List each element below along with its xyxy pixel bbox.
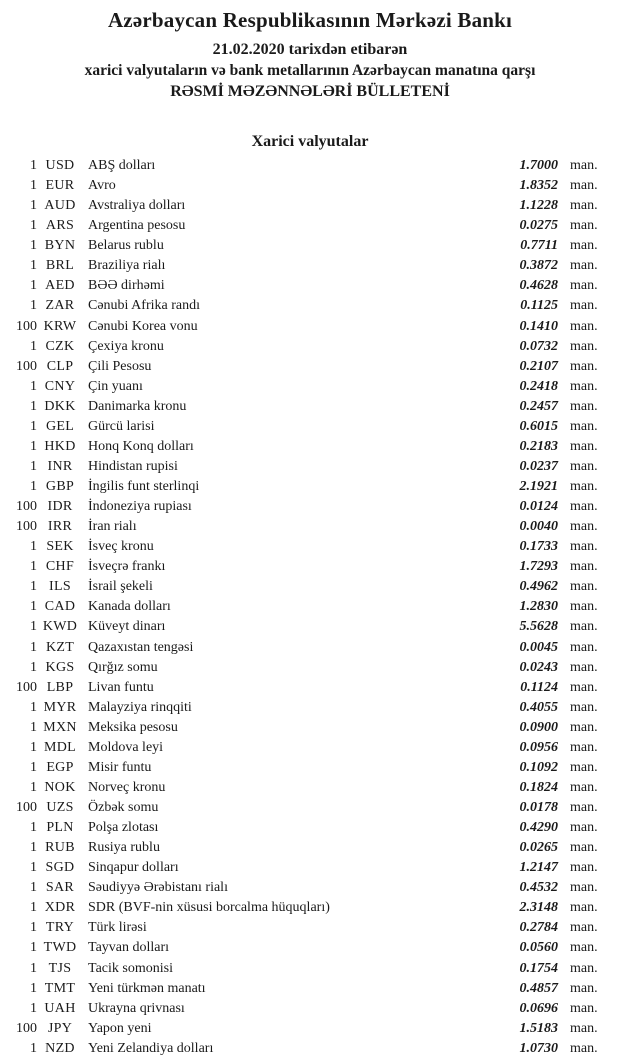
rate-value-cell: 0.1125	[520, 298, 558, 314]
table-row	[0, 999, 620, 1019]
quantity-cell: 1	[30, 759, 37, 775]
table-row	[0, 337, 620, 357]
table-row	[0, 317, 620, 337]
table-row	[0, 698, 620, 718]
currency-name-cell: Norveç kronu	[88, 779, 166, 795]
description-line: xarici valyutaların və bank metallarının Azərbaycan manatına qarşı	[84, 62, 536, 79]
table-row	[0, 216, 620, 236]
currency-code-cell: GBP	[45, 479, 75, 494]
table-row	[0, 417, 620, 437]
unit-cell: man.	[570, 378, 598, 394]
table-row	[0, 437, 620, 457]
table-row	[0, 918, 620, 938]
currency-name-cell: Meksika pesosu	[88, 719, 178, 735]
currency-code-cell: EUR	[45, 178, 75, 194]
unit-cell: man.	[570, 358, 598, 374]
currency-name-cell: İndoneziya rupiası	[88, 499, 192, 515]
quantity-cell: 1	[30, 1000, 37, 1016]
quantity-cell: 1	[30, 719, 37, 735]
currency-name-cell: Özbək somu	[88, 800, 159, 815]
currency-name-cell: Yeni Zelandiya dolları	[88, 1040, 214, 1056]
rate-value-cell: 0.4857	[519, 980, 558, 996]
currency-name-cell: Livan funtu	[88, 679, 154, 695]
rate-value-cell: 0.4628	[519, 278, 558, 294]
unit-cell: man.	[570, 800, 598, 815]
unit-cell: man.	[570, 900, 598, 916]
quantity-cell: 1	[30, 699, 37, 715]
quantity-cell: 100	[16, 358, 37, 374]
quantity-cell: 1	[30, 438, 37, 454]
currency-name-cell: Cənubi Korea vonu	[88, 318, 198, 334]
currency-code-cell: TJS	[48, 960, 72, 976]
table-row	[0, 176, 620, 196]
rate-value-cell: 0.1733	[519, 539, 558, 555]
quantity-cell: 1	[30, 378, 37, 394]
currency-name-cell: Türk lirəsi	[88, 920, 147, 936]
currency-code-cell: TMT	[44, 980, 76, 996]
quantity-cell: 1	[30, 820, 37, 836]
currency-code-cell: ARS	[45, 218, 75, 234]
quantity-cell: 1	[30, 418, 37, 434]
table-row	[0, 938, 620, 958]
currency-code-cell: ILS	[49, 579, 71, 595]
quantity-cell: 1	[30, 900, 37, 916]
unit-cell: man.	[570, 218, 598, 234]
rate-value-cell: 0.0560	[519, 940, 558, 956]
currency-code-cell: EGP	[46, 759, 74, 775]
table-row	[0, 597, 620, 617]
quantity-cell: 1	[30, 1040, 37, 1056]
rate-value-cell: 0.2183	[519, 438, 558, 454]
unit-cell: man.	[570, 158, 598, 173]
currency-code-cell: MXN	[43, 719, 77, 735]
currency-code-cell: UZS	[46, 800, 74, 815]
currency-code-cell: CLP	[46, 358, 74, 374]
table-row	[0, 979, 620, 999]
currency-code-cell: CHF	[45, 559, 75, 575]
rate-value-cell: 0.0275	[519, 218, 558, 234]
unit-cell: man.	[570, 659, 598, 675]
quantity-cell: 1	[30, 158, 37, 173]
currency-code-cell: LBP	[46, 679, 74, 695]
unit-cell: man.	[570, 699, 598, 715]
unit-cell: man.	[570, 759, 598, 775]
unit-cell: man.	[570, 619, 598, 635]
unit-cell: man.	[570, 458, 598, 474]
quantity-cell: 1	[30, 258, 37, 274]
unit-cell: man.	[570, 278, 598, 294]
unit-cell: man.	[570, 559, 598, 575]
currency-name-cell: Küveyt dinarı	[88, 619, 166, 635]
currency-name-cell: ABŞ dolları	[88, 158, 156, 173]
unit-cell: man.	[570, 1020, 598, 1036]
currency-name-cell: Malayziya rinqqiti	[88, 699, 192, 715]
unit-cell: man.	[570, 338, 598, 354]
currency-code-cell: CNY	[44, 378, 76, 394]
currency-name-cell: SDR (BVF-nin xüsusi borcalma hüquqları)	[88, 900, 330, 916]
rate-value-cell: 0.4055	[519, 699, 558, 715]
rate-value-cell: 0.0243	[519, 659, 558, 675]
table-row	[0, 798, 620, 818]
table-row	[0, 718, 620, 738]
quantity-cell: 1	[30, 659, 37, 675]
table-row	[0, 577, 620, 597]
unit-cell: man.	[570, 298, 598, 314]
currency-name-cell: Yapon yeni	[88, 1020, 152, 1036]
rate-value-cell: 5.5628	[519, 619, 558, 635]
rate-value-cell: 1.2147	[519, 860, 558, 876]
quantity-cell: 1	[30, 398, 37, 414]
quantity-cell: 100	[16, 318, 37, 334]
currency-code-cell: KGS	[45, 659, 75, 675]
currency-name-cell: İsrail şekeli	[88, 579, 153, 595]
table-row	[0, 898, 620, 918]
currency-name-cell: Qazaxıstan tengəsi	[88, 639, 194, 655]
table-row	[0, 537, 620, 557]
quantity-cell: 1	[30, 619, 37, 635]
currency-name-cell: Yeni türkmən manatı	[88, 980, 206, 996]
quantity-cell: 100	[16, 679, 37, 695]
table-row	[0, 397, 620, 417]
rate-value-cell: 0.0732	[519, 338, 558, 354]
table-row	[0, 517, 620, 537]
table-row	[0, 878, 620, 898]
rate-value-cell: 0.2784	[519, 920, 558, 936]
table-row	[0, 838, 620, 858]
quantity-cell: 1	[30, 579, 37, 595]
table-row	[0, 557, 620, 577]
currency-code-cell: KWD	[42, 619, 78, 635]
currency-code-cell: ZAR	[45, 298, 75, 314]
table-row	[0, 276, 620, 296]
quantity-cell: 1	[30, 980, 37, 996]
table-row	[0, 1019, 620, 1039]
table-row	[0, 617, 620, 637]
rate-value-cell: 0.0900	[519, 719, 558, 735]
currency-code-cell: USD	[45, 158, 75, 173]
unit-cell: man.	[570, 258, 598, 274]
quantity-cell: 1	[30, 880, 37, 896]
table-row	[0, 477, 620, 497]
unit-cell: man.	[570, 739, 598, 755]
unit-cell: man.	[570, 198, 598, 214]
rate-value-cell: 2.3148	[519, 900, 558, 916]
unit-cell: man.	[570, 820, 598, 836]
quantity-cell: 1	[30, 639, 37, 655]
unit-cell: man.	[570, 860, 598, 876]
unit-cell: man.	[570, 539, 598, 555]
quantity-cell: 1	[30, 840, 37, 856]
quantity-cell: 1	[30, 479, 37, 494]
currency-name-cell: BƏƏ dirhəmi	[88, 278, 165, 294]
currency-name-cell: Belarus rublu	[88, 238, 164, 254]
quantity-cell: 1	[30, 779, 37, 795]
table-row	[0, 959, 620, 979]
currency-rate-table	[0, 156, 620, 1059]
table-row	[0, 1039, 620, 1059]
unit-cell: man.	[570, 779, 598, 795]
quantity-cell: 100	[16, 800, 37, 815]
quantity-cell: 100	[16, 1020, 37, 1036]
rate-value-cell: 1.7000	[519, 158, 558, 173]
unit-cell: man.	[570, 398, 598, 414]
unit-cell: man.	[570, 238, 598, 254]
currency-code-cell: DKK	[44, 398, 76, 414]
currency-code-cell: IDR	[47, 499, 73, 515]
currency-name-cell: Rusiya rublu	[88, 840, 160, 856]
currency-code-cell: BRL	[45, 258, 75, 274]
currency-code-cell: AUD	[44, 198, 76, 214]
quantity-cell: 1	[30, 940, 37, 956]
currency-name-cell: Kanada dolları	[88, 599, 171, 615]
unit-cell: man.	[570, 980, 598, 996]
currency-code-cell: INR	[47, 458, 73, 474]
currency-name-cell: Hindistan rupisi	[88, 458, 178, 474]
currency-code-cell: GEL	[45, 418, 75, 434]
quantity-cell: 1	[30, 458, 37, 474]
bulletin-header	[0, 0, 620, 103]
quantity-cell: 1	[30, 178, 37, 194]
rate-value-cell: 2.1921	[519, 479, 558, 494]
currency-name-cell: Qırğız somu	[88, 659, 158, 675]
table-row	[0, 296, 620, 316]
quantity-cell: 1	[30, 298, 37, 314]
table-row	[0, 377, 620, 397]
rate-value-cell: 0.1824	[519, 779, 558, 795]
quantity-cell: 1	[30, 198, 37, 214]
unit-cell: man.	[570, 840, 598, 856]
unit-cell: man.	[570, 418, 598, 434]
currency-name-cell: İsveçrə frankı	[88, 559, 166, 575]
quantity-cell: 1	[30, 860, 37, 876]
currency-name-cell: Sinqapur dolları	[88, 860, 179, 876]
quantity-cell: 1	[30, 920, 37, 936]
currency-code-cell: TWD	[43, 940, 77, 956]
currency-name-cell: Danimarka kronu	[88, 398, 187, 414]
quantity-cell: 1	[30, 539, 37, 555]
rate-value-cell: 1.2830	[519, 599, 558, 615]
currency-name-cell: Səudiyyə Ərəbistanı rialı	[88, 880, 228, 896]
bulletin-title: RƏSMİ MƏZƏNNƏLƏRİ BÜLLETENİ	[170, 83, 450, 100]
unit-cell: man.	[570, 679, 598, 695]
rate-value-cell: 1.7293	[519, 559, 558, 575]
currency-name-cell: Tacik somonisi	[88, 960, 173, 976]
currency-name-cell: İsveç kronu	[88, 539, 154, 555]
table-row	[0, 778, 620, 798]
rate-value-cell: 0.0178	[519, 800, 558, 815]
unit-cell: man.	[570, 960, 598, 976]
currency-name-cell: Polşa zlotası	[88, 820, 159, 836]
unit-cell: man.	[570, 318, 598, 334]
rate-value-cell: 1.0730	[519, 1040, 558, 1056]
unit-cell: man.	[570, 719, 598, 735]
currency-code-cell: AED	[45, 278, 75, 294]
currency-code-cell: RUB	[45, 840, 75, 856]
rate-value-cell: 0.4290	[519, 820, 558, 836]
table-row	[0, 758, 620, 778]
currency-code-cell: CZK	[45, 338, 75, 354]
table-row	[0, 156, 620, 176]
unit-cell: man.	[570, 438, 598, 454]
unit-cell: man.	[570, 920, 598, 936]
unit-cell: man.	[570, 579, 598, 595]
table-row	[0, 256, 620, 276]
currency-name-cell: Çexiya kronu	[88, 338, 164, 354]
currency-code-cell: PLN	[46, 820, 74, 836]
rate-value-cell: 0.0045	[519, 639, 558, 655]
rate-value-cell: 0.0956	[519, 739, 558, 755]
currency-name-cell: Avstraliya dolları	[88, 198, 186, 214]
currency-name-cell: Cənubi Afrika randı	[88, 298, 200, 314]
table-row	[0, 357, 620, 377]
currency-code-cell: SGD	[45, 860, 75, 876]
currency-name-cell: Honq Konq dolları	[88, 438, 194, 454]
rate-value-cell: 0.4962	[519, 579, 558, 595]
currency-code-cell: HKD	[44, 438, 76, 454]
unit-cell: man.	[570, 1040, 598, 1056]
currency-code-cell: MYR	[43, 699, 77, 715]
rate-value-cell: 0.0040	[519, 519, 558, 535]
rate-value-cell: 1.1228	[519, 198, 558, 214]
table-row	[0, 196, 620, 216]
rate-value-cell: 1.8352	[519, 178, 558, 194]
currency-code-cell: KZT	[45, 639, 75, 655]
table-row	[0, 497, 620, 517]
quantity-cell: 100	[16, 519, 37, 535]
currency-name-cell: Argentina pesosu	[88, 218, 186, 234]
quantity-cell: 1	[30, 599, 37, 615]
unit-cell: man.	[570, 880, 598, 896]
table-row	[0, 738, 620, 758]
currency-code-cell: MDL	[43, 739, 76, 755]
currency-name-cell: Tayvan dolları	[88, 940, 170, 956]
currency-name-cell: İran rialı	[88, 519, 137, 535]
rate-value-cell: 0.2418	[519, 378, 558, 394]
quantity-cell: 100	[16, 499, 37, 515]
rate-value-cell: 0.1410	[519, 318, 558, 334]
quantity-cell: 1	[30, 739, 37, 755]
rate-value-cell: 0.0696	[519, 1000, 558, 1016]
table-row	[0, 236, 620, 256]
rate-value-cell: 0.2457	[519, 398, 558, 414]
currency-code-cell: IRR	[47, 519, 73, 535]
quantity-cell: 1	[30, 559, 37, 575]
currency-name-cell: Avro	[88, 178, 116, 194]
table-row	[0, 818, 620, 838]
currency-name-cell: İngilis funt sterlinqi	[88, 479, 200, 494]
rate-value-cell: 0.1124	[520, 679, 558, 695]
table-row	[0, 658, 620, 678]
section-title-foreign-currencies: Xarici valyutalar	[251, 133, 369, 150]
currency-code-cell: UAH	[44, 1000, 76, 1016]
quantity-cell: 1	[30, 218, 37, 234]
unit-cell: man.	[570, 599, 598, 615]
table-row	[0, 638, 620, 658]
rate-value-cell: 0.1092	[519, 759, 558, 775]
unit-cell: man.	[570, 519, 598, 535]
currency-code-cell: JPY	[47, 1020, 73, 1036]
rate-value-cell: 0.0265	[519, 840, 558, 856]
currency-name-cell: Gürcü larisi	[88, 418, 155, 434]
rate-value-cell: 1.5183	[519, 1020, 558, 1036]
currency-name-cell: Moldova leyi	[88, 739, 164, 755]
currency-name-cell: Çili Pesosu	[88, 358, 152, 374]
currency-code-cell: SAR	[45, 880, 75, 896]
rate-value-cell: 0.2107	[519, 358, 558, 374]
rate-value-cell: 0.0124	[519, 499, 558, 515]
rate-value-cell: 0.0237	[519, 458, 558, 474]
currency-code-cell: CAD	[44, 599, 76, 615]
currency-code-cell: KRW	[43, 318, 77, 334]
quantity-cell: 1	[30, 338, 37, 354]
rate-value-cell: 0.7711	[520, 238, 558, 254]
currency-code-cell: NZD	[45, 1040, 75, 1056]
effective-date-line: 21.02.2020 tarixdən etibarən	[212, 41, 408, 58]
unit-cell: man.	[570, 499, 598, 515]
unit-cell: man.	[570, 1000, 598, 1016]
bank-name-title: Azərbaycan Respublikasının Mərkəzi Bankı	[107, 8, 513, 32]
unit-cell: man.	[570, 178, 598, 194]
table-row	[0, 457, 620, 477]
currency-name-cell: Misir funtu	[88, 759, 152, 775]
quantity-cell: 1	[30, 960, 37, 976]
currency-code-cell: TRY	[45, 920, 75, 936]
rate-value-cell: 0.6015	[519, 418, 558, 434]
quantity-cell: 1	[30, 278, 37, 294]
unit-cell: man.	[570, 479, 598, 494]
table-row	[0, 678, 620, 698]
currency-code-cell: BYN	[44, 238, 76, 254]
table-row	[0, 858, 620, 878]
currency-code-cell: NOK	[44, 779, 76, 795]
rate-value-cell: 0.3872	[519, 258, 558, 274]
unit-cell: man.	[570, 639, 598, 655]
currency-name-cell: Ukrayna qrivnası	[88, 1000, 185, 1016]
rate-value-cell: 0.4532	[519, 880, 558, 896]
currency-code-cell: XDR	[44, 900, 76, 916]
currency-name-cell: Çin yuanı	[88, 378, 143, 394]
currency-name-cell: Braziliya rialı	[88, 258, 166, 274]
currency-code-cell: SEK	[46, 539, 74, 555]
rate-value-cell: 0.1754	[519, 960, 558, 976]
quantity-cell: 1	[30, 238, 37, 254]
unit-cell: man.	[570, 940, 598, 956]
